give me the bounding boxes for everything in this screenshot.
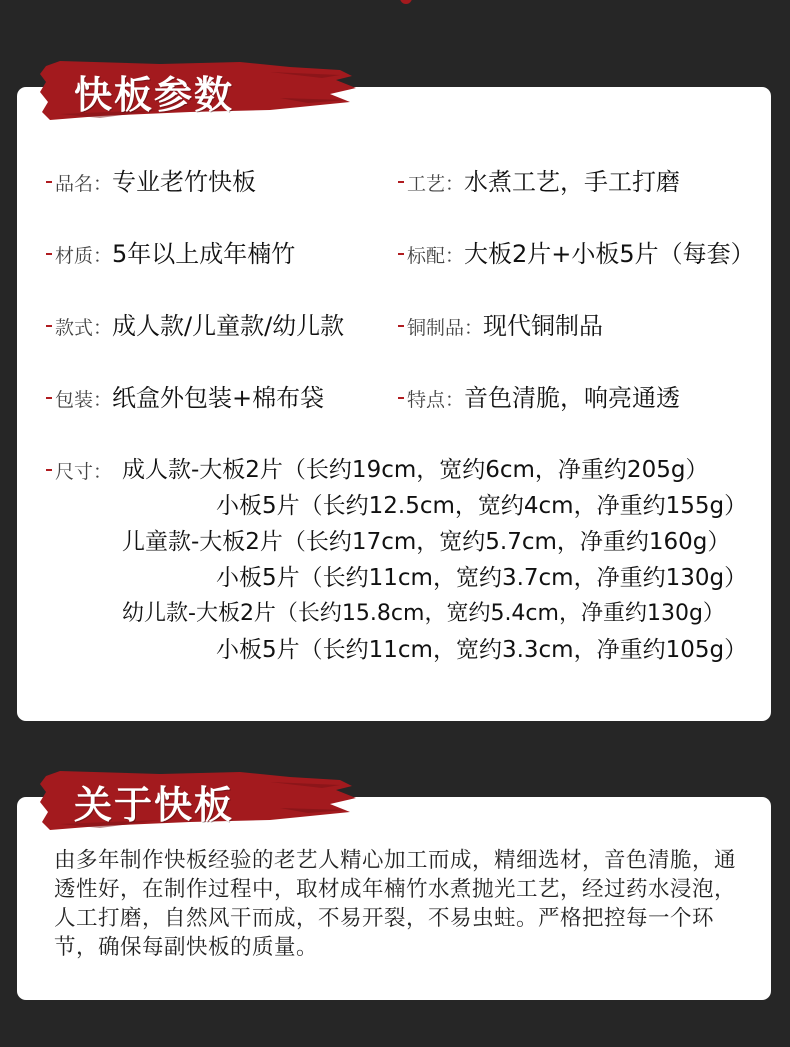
size-line: 小板5片（长约12.5cm，宽约4cm，净重约155g） — [216, 493, 748, 519]
param-item: 特点：音色清脆，响亮通透 — [398, 382, 680, 414]
about-banner — [40, 768, 356, 834]
param-item: 标配：大板2片+小板5片（每套） — [398, 238, 755, 270]
param-item: 品名：专业老竹快板 — [46, 166, 256, 198]
size-line: 儿童款-大板2片（长约17cm，宽约5.7cm，净重约160g） — [122, 529, 731, 555]
about-description: 由多年制作快板经验的老艺人精心加工而成，精细选材，音色清脆，通透性好，在制作过程中，取材成年楠竹水煮抛光工艺，经过药水浸泡，人工打磨，自然风干而成，不易开裂，不易虫蛀。严格把控每一个环节，确保每副快板的质量。 — [54, 848, 737, 960]
size-label-row: 尺寸： — [46, 454, 112, 486]
params-title: 快板参数 — [74, 72, 235, 117]
bullet-dash-icon — [46, 181, 52, 183]
param-item: 工艺：水煮工艺，手工打磨 — [398, 166, 680, 198]
bullet-dash-icon — [46, 253, 52, 255]
param-item: 材质：5年以上成年楠竹 — [46, 238, 295, 270]
param-item: 款式：成人款/儿童款/幼儿款 — [46, 310, 344, 342]
size-line: 幼儿款-大板2片（长约15.8cm，宽约5.4cm，净重约130g） — [122, 601, 725, 626]
size-line: 成人款-大板2片（长约19cm，宽约6cm，净重约205g） — [122, 457, 709, 483]
param-item: 铜制品：现代铜制品 — [398, 310, 603, 342]
bullet-dash-icon — [398, 253, 404, 255]
about-title: 关于快板 — [74, 782, 235, 827]
bullet-dash-icon — [398, 397, 404, 399]
size-line: 小板5片（长约11cm，宽约3.7cm，净重约130g） — [216, 565, 748, 591]
size-line: 小板5片（长约11cm，宽约3.3cm，净重约105g） — [216, 637, 748, 663]
bullet-dash-icon — [46, 397, 52, 399]
top-decoration — [400, 0, 412, 4]
param-item: 包装：纸盒外包装+棉布袋 — [46, 382, 324, 414]
bullet-dash-icon — [398, 325, 404, 327]
bullet-dash-icon — [46, 469, 52, 471]
bullet-dash-icon — [398, 181, 404, 183]
params-banner — [40, 58, 356, 124]
bullet-dash-icon — [46, 325, 52, 327]
